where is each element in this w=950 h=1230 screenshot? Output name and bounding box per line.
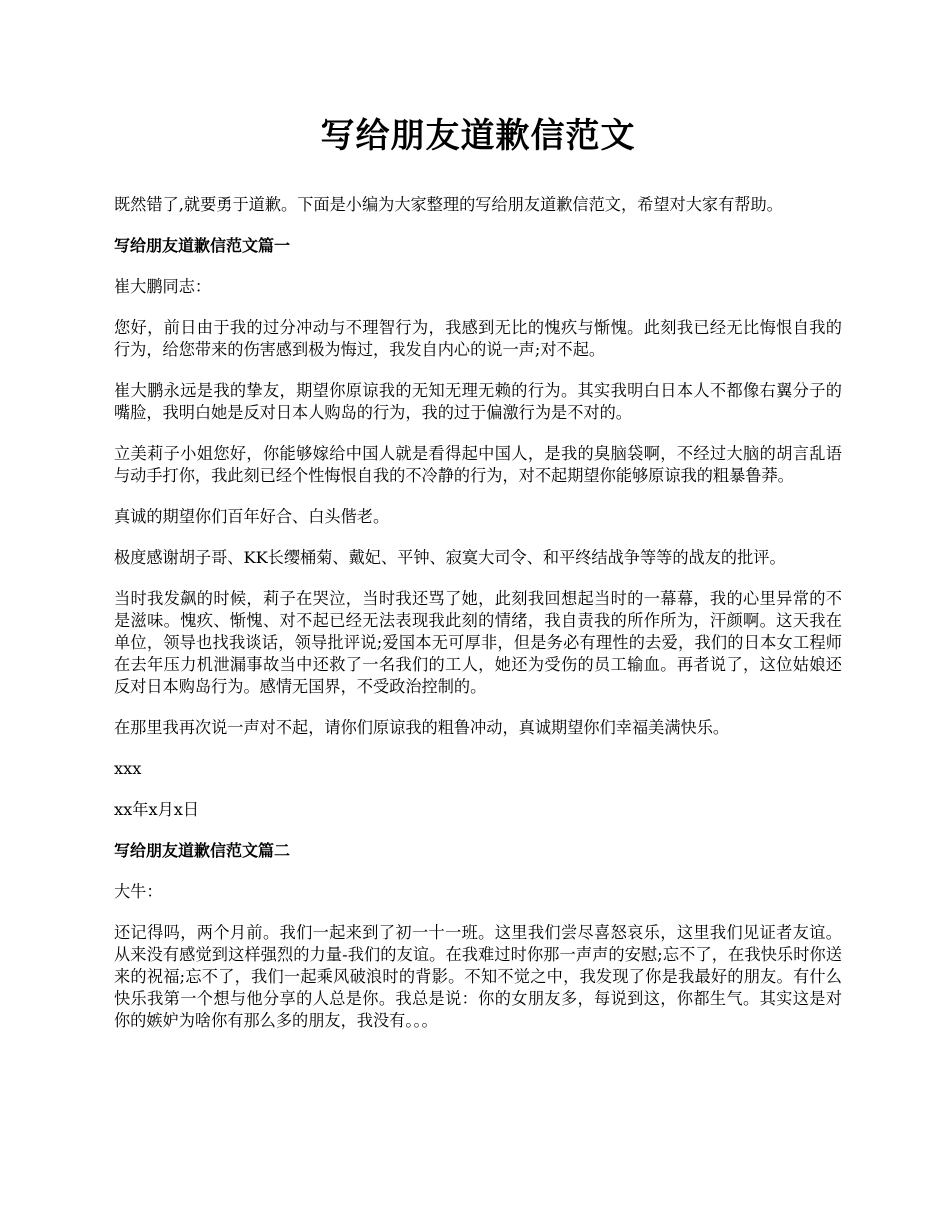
body-paragraph: 崔大鹏永远是我的挚友，期望你原谅我的无知无理无赖的行为。其实我明白日本人不都像右翼分子的嘴脸，我明白她是反对日本人购岛的行为，我的过于偏激行为是不对的。: [114, 381, 842, 422]
section-heading-2: 写给朋友道歉信范文篇二: [114, 841, 291, 860]
salutation-2: 大牛：: [114, 882, 163, 901]
letter-date: xx年x月x日: [114, 800, 200, 819]
body-paragraph: 还记得吗，两个月前。我们一起来到了初一十一班。这里我们尝尽喜怒哀乐，这里我们见证者友谊。从来没有感觉到这样强烈的力量-我们的友谊。在我难过时你那一声声的安慰;忘不了，在我快乐时你送来的祝福;忘不了，我们一起乘风破浪时的背影。不知不觉之中，我发现了你是我最好的朋友。有什么快乐我第一个想与他分享的人总是你。我总是说：你的女朋友多，每说到这，你都生气。其实这是对你的嫉妒为啥你有那么多的朋友，我没有。。。: [114, 923, 842, 1030]
body-paragraph: 当时我发飙的时候，莉子在哭泣，当时我还骂了她，此刻我回想起当时的一幕幕，我的心里异常的不是滋味。愧疚、惭愧、对不起已经无法表现我此刻的情绪，我自责我的所作所为，汗颜啊。这天我在单位，领导也找我谈话，领导批评说;爱国本无可厚非，但是务必有理性的去爱，我们的日本女工程师在去年压力机泄漏事故当中还救了一名我们的工人，她还为受伤的员工输血。再者说了，这位姑娘还反对日本购岛行为。感情无国界，不受政治控制的。: [114, 589, 842, 696]
section-heading-1: 写给朋友道歉信范文篇一: [114, 236, 291, 255]
body-paragraph: 立美莉子小姐您好，你能够嫁给中国人就是看得起中国人，是我的臭脑袋啊，不经过大脑的胡言乱语与动手打你，我此刻已经个性悔恨自我的不冷静的行为，对不起期望你能够原谅我的粗暴鲁莽。: [114, 444, 842, 485]
signature: xxx: [114, 759, 142, 778]
body-paragraph: 真诚的期望你们百年好合、白头偕老。: [114, 507, 390, 526]
document-page: [114, 108, 842, 1051]
body-paragraph: 极度感谢胡子哥、KK长缨桶菊、戴妃、平钟、寂寞大司令、和平终结战争等等的战友的批评。: [114, 548, 786, 567]
intro-paragraph: 既然错了,就要勇于道歉。下面是小编为大家整理的写给朋友道歉信范文，希望对大家有帮助。: [114, 195, 783, 214]
document-title: 写给朋友道歉信范文: [320, 116, 636, 156]
salutation-1: 崔大鹏同志：: [114, 277, 212, 296]
body-paragraph: 在那里我再次说一声对不起，请你们原谅我的粗鲁冲动，真诚期望你们幸福美满快乐。: [114, 718, 730, 737]
body-paragraph: 您好，前日由于我的过分冲动与不理智行为，我感到无比的愧疚与惭愧。此刻我已经无比悔恨自我的行为，给您带来的伤害感到极为悔过，我发自内心的说一声;对不起。: [114, 318, 842, 359]
